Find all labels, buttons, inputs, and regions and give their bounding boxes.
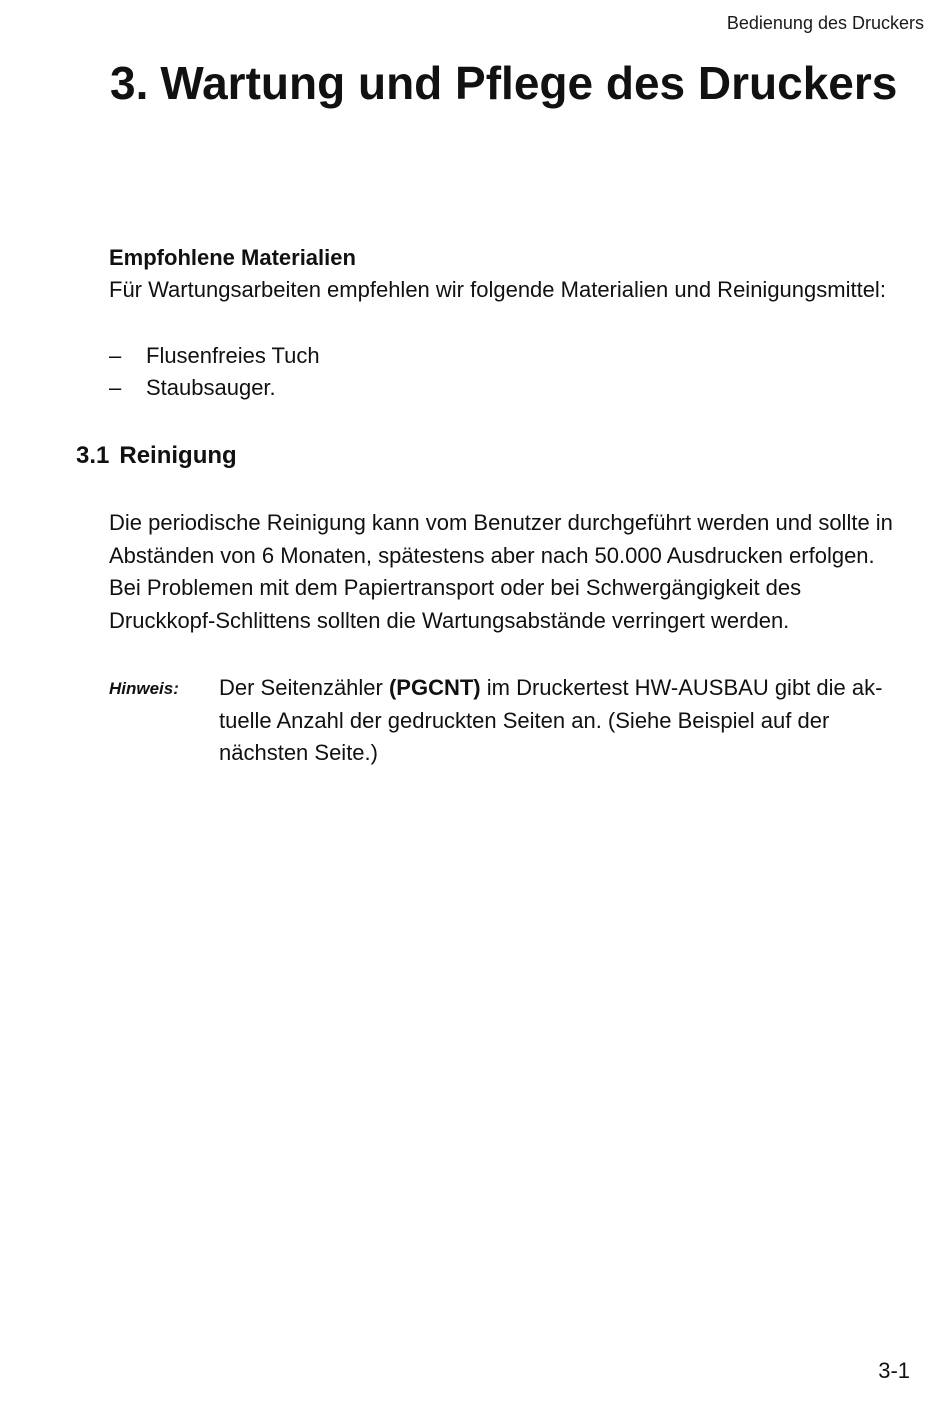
note-line: nächsten Seite.) xyxy=(219,740,378,765)
note-line: tuelle Anzahl der gedruckten Seiten an. (Siehe Beispiel auf der xyxy=(219,707,830,733)
paragraph-line: Druckkopf-Schlittens sollten die Wartungsabstände verringert werden. xyxy=(109,607,790,633)
section-number: 3.1 xyxy=(76,442,110,469)
materials-intro: Für Wartungsarbeiten empfehlen wir folgende Materialien und Reinigungsmittel: xyxy=(109,277,886,302)
materials-heading: Empfohlene Materialien xyxy=(109,245,356,270)
note-label: Hinweis: xyxy=(109,679,179,698)
paragraph-line: Abständen von 6 Monaten, spätestens aber nach 50.000 Ausdrucken erfolgen. xyxy=(109,542,875,568)
paragraph-line: Bei Problemen mit dem Papiertransport oder bei Schwergängigkeit des xyxy=(109,575,802,600)
list-item xyxy=(109,372,939,404)
page-number: 3-1 xyxy=(878,1358,910,1383)
section-title: Reinigung xyxy=(119,442,237,469)
cleaning-paragraph xyxy=(109,507,939,637)
materials-list xyxy=(109,340,939,404)
paragraph-line: Die periodische Reinigung kann vom Benutzer durchgeführt werden und sollte in xyxy=(109,510,893,535)
pgcnt-term: (PGCNT) xyxy=(388,675,481,700)
chapter-number: 3. xyxy=(110,57,149,109)
list-item-text: Flusenfreies Tuch xyxy=(146,343,320,368)
note-line1-pre: Der Seitenzähler xyxy=(219,675,389,700)
dash-bullet: – xyxy=(109,343,122,368)
section-heading xyxy=(76,440,237,472)
note-line1-post: im Druckertest HW-AUSBAU gibt die ak- xyxy=(480,675,883,700)
note-text xyxy=(219,672,919,770)
dash-bullet: – xyxy=(109,375,122,400)
list-item-text: Staubsauger. xyxy=(146,375,276,400)
running-header: Bedienung des Druckers xyxy=(726,13,924,33)
chapter-title xyxy=(110,56,897,110)
recommended-materials xyxy=(109,242,939,404)
note-line xyxy=(219,672,919,705)
chapter-title-text: Wartung und Pflege des Druckers xyxy=(160,57,898,109)
list-item xyxy=(109,340,939,372)
